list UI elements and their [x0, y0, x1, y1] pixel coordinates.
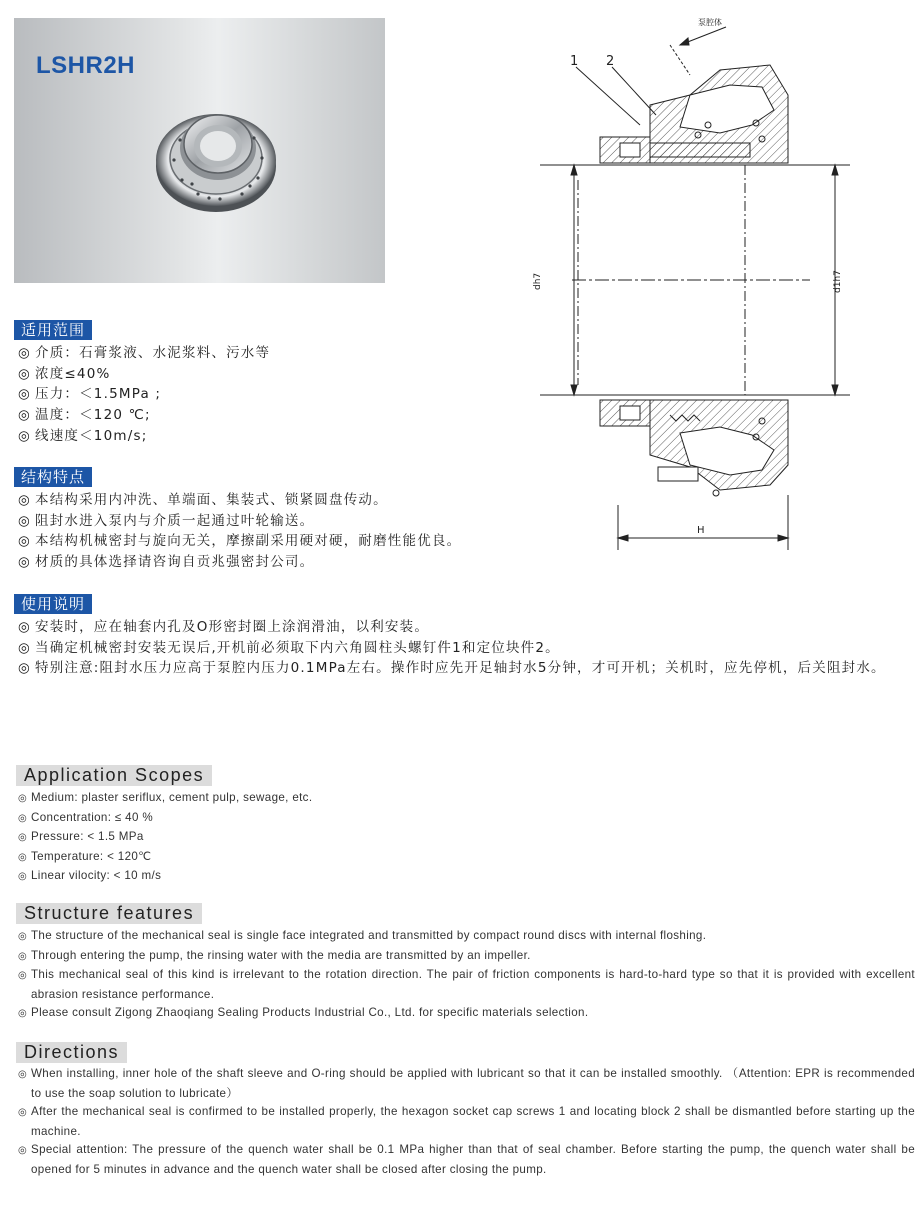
- mechanical-seal-photo: [154, 98, 279, 218]
- list-item: ◎ 阻封水进入泵内与介质一起通过叶轮输送。: [18, 511, 461, 532]
- bullet-icon: ◎: [18, 793, 28, 804]
- list-item: ◎ Medium: plaster seriflux, cement pulp, sewage, etc.: [18, 789, 915, 809]
- bullet-icon: ◎: [18, 512, 31, 529]
- list-item: ◎ 介质：石膏浆液、水泥浆料、污水等: [18, 343, 270, 364]
- cn-scope-heading: 适用范围: [14, 320, 92, 340]
- list-item: ◎ Through entering the pump, the rinsing water with the media are transmitted by an impeller.: [18, 947, 915, 967]
- list-item: ◎ Linear vilocity: < 10 m/s: [18, 867, 915, 887]
- list-item: ◎ 温度：＜120 ℃;: [18, 405, 270, 426]
- list-item: ◎ Special attention: The pressure of the quench water shall be 0.1 MPa higher than that of seal chamber. Before starting the pump, the quench water shall be opened for 5 minutes in advance and the quench water shall be closed after closing the pump.: [18, 1143, 915, 1176]
- bullet-icon: ◎: [18, 970, 28, 982]
- en-features-heading: Structure features: [16, 903, 202, 924]
- list-item: ◎ The structure of the mechanical seal is single face integrated and transmitted by compact round discs with internal floshing.: [18, 927, 915, 947]
- list-item: ◎ 浓度≤40%: [18, 364, 270, 385]
- list-item: ◎ This mechanical seal of this kind is irrelevant to the rotation direction. The pair of friction components is hard-to-hard type so that it is provided with excellent abrasion resistance performance.: [18, 968, 915, 1001]
- bullet-icon: ◎: [18, 950, 28, 962]
- list-item: ◎ 压力：＜1.5MPa ;: [18, 384, 270, 405]
- en-directions-list: [18, 1065, 915, 1180]
- bullet-icon: ◎: [18, 407, 31, 424]
- dim-d1h7: d1h7: [833, 270, 843, 293]
- list-item: ◎ 材质的具体选择请咨询自贡兆强密封公司。: [18, 552, 461, 573]
- dim-dh7: dh7: [533, 272, 543, 290]
- cn-directions-list: [18, 617, 924, 679]
- product-photo-panel: [14, 18, 385, 283]
- list-item: ◎ Pressure: < 1.5 MPa: [18, 828, 915, 848]
- bullet-icon: ◎: [18, 386, 31, 403]
- seal-cross-section-drawing: [530, 15, 922, 550]
- product-code: LSHR2H: [36, 52, 136, 79]
- bullet-icon: ◎: [18, 533, 31, 550]
- bullet-icon: ◎: [18, 427, 31, 444]
- cn-directions-heading: 使用说明: [14, 594, 92, 614]
- bullet-icon: ◎: [18, 619, 31, 635]
- list-item: ◎ 线速度＜10m/s;: [18, 426, 270, 447]
- list-item: ◎ 特别注意:阻封水压力应高于泵腔内压力0.1MPa左右。操作时应先开足轴封水5分钟，才可开机；关机时，应先停机，后关阻封水。: [18, 658, 924, 679]
- bullet-icon: ◎: [18, 812, 28, 824]
- dim-h: H: [697, 525, 705, 536]
- cn-features-heading: 结构特点: [14, 467, 92, 487]
- cn-features-list: [18, 490, 461, 573]
- list-item: ◎ 安装时，应在轴套内孔及O形密封圈上涂润滑油，以利安装。: [18, 617, 924, 638]
- bullet-icon: ◎: [18, 345, 31, 361]
- bullet-icon: ◎: [18, 851, 28, 863]
- en-scope-heading: Application Scopes: [16, 765, 212, 786]
- bullet-icon: ◎: [18, 365, 31, 382]
- en-scope-list: [18, 789, 915, 887]
- bullet-icon: ◎: [18, 832, 28, 844]
- list-item: ◎ Please consult Zigong Zhaoqiang Sealing Products Industrial Co., Ltd. for specific materials selection.: [18, 1004, 915, 1024]
- bullet-icon: ◎: [18, 639, 31, 656]
- bullet-icon: ◎: [18, 492, 31, 508]
- bullet-icon: ◎: [18, 1008, 28, 1020]
- list-item: ◎ After the mechanical seal is confirmed to be installed properly, the hexagon socket cap screws 1 and locating block 2 shall be dismantled before starting up the machine.: [18, 1105, 915, 1138]
- bullet-icon: ◎: [18, 1069, 28, 1080]
- callout-2: 2: [606, 54, 615, 69]
- bullet-icon: ◎: [18, 554, 31, 571]
- bullet-icon: ◎: [18, 1145, 28, 1157]
- bullet-icon: ◎: [18, 871, 28, 883]
- list-item: ◎ 本结构采用内冲洗、单端面、集装式、锁紧圆盘传动。: [18, 490, 461, 511]
- bullet-icon: ◎: [18, 931, 28, 942]
- en-directions-heading: Directions: [16, 1042, 127, 1063]
- list-item: ◎ Temperature: < 120℃: [18, 848, 915, 868]
- list-item: ◎ 本结构机械密封与旋向无关，摩擦副采用硬对硬，耐磨性能优良。: [18, 531, 461, 552]
- cn-scope-list: [18, 343, 270, 447]
- list-item: ◎ When installing, inner hole of the shaft sleeve and O-ring should be applied with lubricant so that it can be installed smoothly. （Attention: EPR is recommended to use the soap solution to lubricate）: [18, 1067, 915, 1100]
- callout-1: 1: [570, 54, 579, 69]
- en-features-list: [18, 927, 915, 1024]
- pump-chamber-label: 泵腔体: [698, 18, 722, 27]
- list-item: ◎ Concentration: ≤ 40 %: [18, 809, 915, 829]
- bullet-icon: ◎: [18, 1107, 28, 1119]
- bullet-icon: ◎: [18, 660, 31, 677]
- list-item: ◎ 当确定机械密封安装无误后,开机前必须取下内六角圆柱头螺钉件1和定位块件2。: [18, 638, 924, 659]
